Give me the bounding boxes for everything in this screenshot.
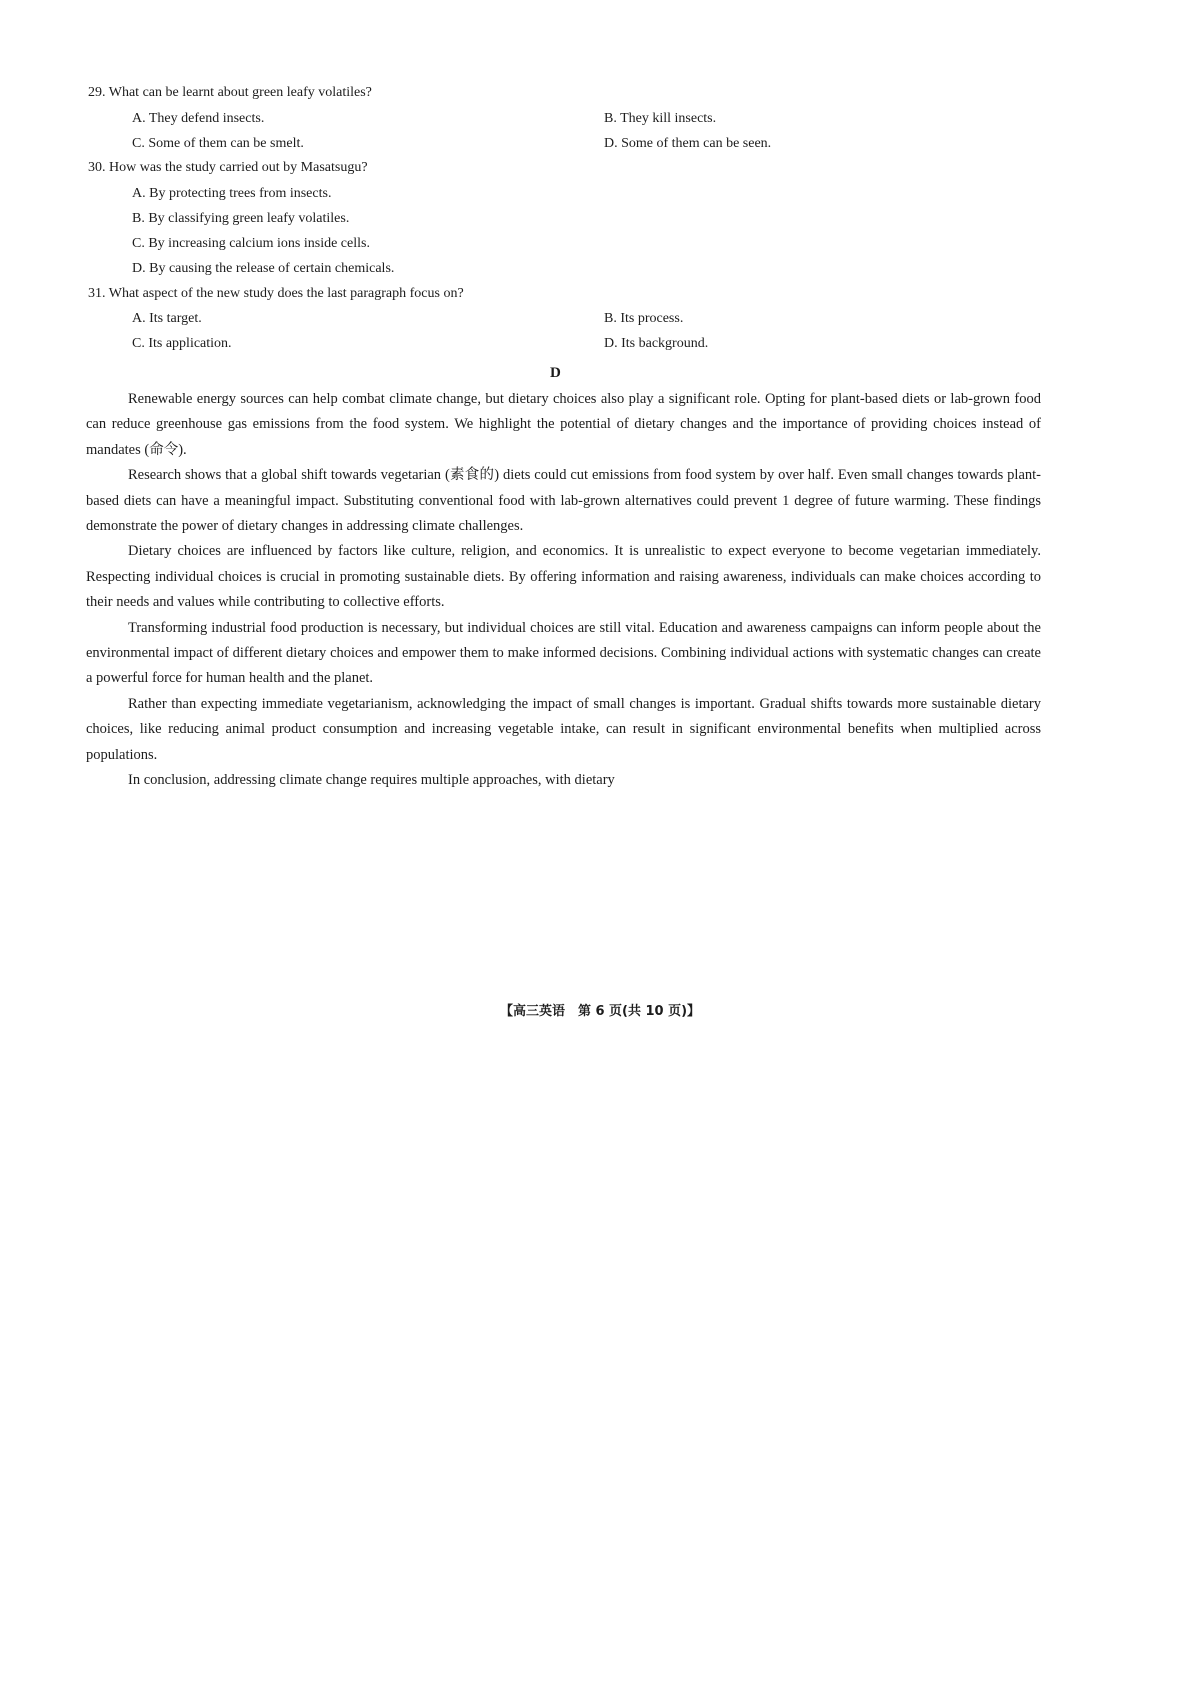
question-30-option-b: B. By classifying green leafy volatiles. xyxy=(132,211,350,226)
passage-paragraph-6: In conclusion, addressing climate change requires multiple approaches, with dietary xyxy=(128,772,615,789)
passage-paragraph-2: Research shows that a global shift towards vegetarian (素食的) diets could cut emissions from food system by over half. Even small changes towards plant-based diets can have a meaningful impact. Substituting conventional food with lab-grown alternatives could prevent 1 degree of future warming. These findings demonstrate the power of dietary changes in addressing climate challenges. xyxy=(86,467,1041,535)
passage-paragraph-3: Dietary choices are influenced by factors like culture, religion, and economics. It is unrealistic to expect everyone to become vegetarian immediately. Respecting individual choices is crucial in promoting sustainable diets. By offering information and raising awareness, individuals can make choices according to their needs and values while contributing to collective efforts. xyxy=(86,543,1041,611)
question-30-option-c: C. By increasing calcium ions inside cells. xyxy=(132,236,370,251)
question-30-stem: 30. How was the study carried out by Masatsugu? xyxy=(88,160,368,175)
question-30-option-d: D. By causing the release of certain chemicals. xyxy=(132,261,395,276)
passage-paragraph-5: Rather than expecting immediate vegetarianism, acknowledging the impact of small changes is important. Gradual shifts towards more sustainable dietary choices, like reducing animal product consumption and increasing vegetable intake, can result in significant environmental benefits when multiplied across populations. xyxy=(86,695,1041,763)
reading-passage xyxy=(86,387,1041,794)
question-29-option-b: B. They kill insects. xyxy=(604,111,717,126)
passage-paragraph-4: Transforming industrial food production is necessary, but individual choices are still vital. Education and awareness campaigns can inform people about the environmental impact of different dietary choices and empower them to make informed decisions. Combining individual actions with systematic changes can create a powerful force for human health and the planet. xyxy=(86,619,1041,687)
question-31-option-c: C. Its application. xyxy=(132,336,232,351)
question-29-option-d: D. Some of them can be seen. xyxy=(604,136,772,151)
question-31-option-d: D. Its background. xyxy=(604,336,709,351)
question-31-option-a: A. Its target. xyxy=(132,311,202,326)
question-31-option-b: B. Its process. xyxy=(604,311,684,326)
passage-paragraph-1: Renewable energy sources can help combat climate change, but dietary choices also play a significant role. Opting for plant-based diets or lab-grown food can reduce greenhouse gas emissions from the food system. We highlight the potential of dietary changes and the importance of providing choices instead of mandates (命令). xyxy=(86,391,1041,458)
question-31-stem: 31. What aspect of the new study does the last paragraph focus on? xyxy=(88,286,464,301)
question-29-option-a: A. They defend insects. xyxy=(132,111,265,126)
question-30-option-a: A. By protecting trees from insects. xyxy=(132,186,332,201)
question-29-stem: 29. What can be learnt about green leafy volatiles? xyxy=(88,85,372,100)
section-heading: D xyxy=(550,365,561,381)
page-footer: 【高三英语 第 6 页(共 10 页)】 xyxy=(499,1004,701,1019)
question-29-option-c: C. Some of them can be smelt. xyxy=(132,136,304,151)
